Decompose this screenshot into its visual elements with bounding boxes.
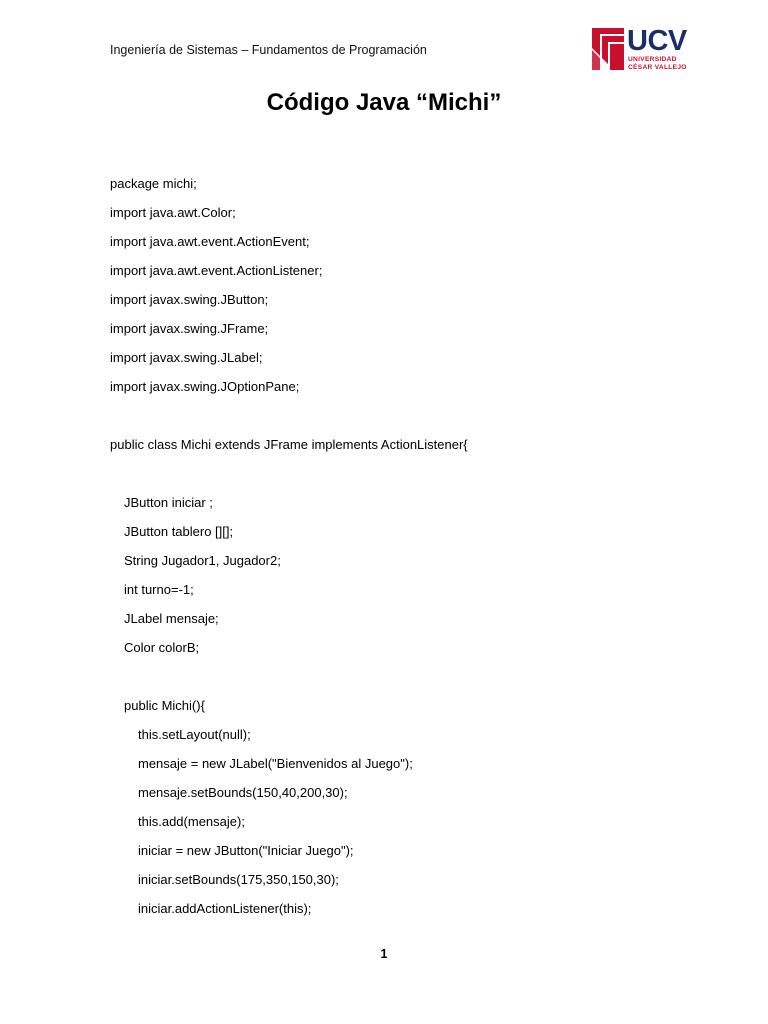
code-line: iniciar.addActionListener(this); bbox=[138, 901, 312, 916]
code-line: int turno=-1; bbox=[124, 582, 194, 597]
code-line: public Michi(){ bbox=[124, 698, 205, 713]
code-line: String Jugador1, Jugador2; bbox=[124, 553, 281, 568]
code-line: this.setLayout(null); bbox=[138, 727, 251, 742]
page-number: 1 bbox=[380, 947, 388, 961]
code-line: JLabel mensaje; bbox=[124, 611, 219, 626]
code-line: this.add(mensaje); bbox=[138, 814, 245, 829]
code-line: import java.awt.event.ActionEvent; bbox=[110, 234, 310, 249]
code-line: iniciar = new JButton("Iniciar Juego"); bbox=[138, 843, 354, 858]
code-line: public class Michi extends JFrame implements ActionListener{ bbox=[110, 437, 468, 452]
code-line: import java.awt.event.ActionListener; bbox=[110, 263, 323, 278]
code-line: JButton tablero [][]; bbox=[124, 524, 234, 539]
code-line: import javax.swing.JButton; bbox=[110, 292, 269, 307]
ucv-shield-icon bbox=[590, 26, 626, 72]
code-line: iniciar.setBounds(175,350,150,30); bbox=[138, 872, 339, 887]
logo-ucv-text: UCV bbox=[627, 25, 687, 57]
logo-vallejo-text: CÉSAR VALLEJO bbox=[628, 64, 687, 71]
code-line: package michi; bbox=[110, 176, 197, 191]
code-line: JButton iniciar ; bbox=[124, 495, 213, 510]
logo-university-text: UNIVERSIDAD bbox=[628, 56, 677, 63]
course-header: Ingeniería de Sistemas – Fundamentos de Programación bbox=[110, 43, 427, 57]
ucv-logo bbox=[590, 26, 698, 74]
code-line: Color colorB; bbox=[124, 640, 200, 655]
code-line: import java.awt.Color; bbox=[110, 205, 236, 220]
code-line: import javax.swing.JLabel; bbox=[110, 350, 263, 365]
code-line: import javax.swing.JOptionPane; bbox=[110, 379, 300, 394]
code-line: import javax.swing.JFrame; bbox=[110, 321, 269, 336]
code-line: mensaje = new JLabel("Bienvenidos al Juego"); bbox=[138, 756, 413, 771]
document-title: Código Java “Michi” bbox=[266, 89, 502, 116]
code-line: mensaje.setBounds(150,40,200,30); bbox=[138, 785, 348, 800]
